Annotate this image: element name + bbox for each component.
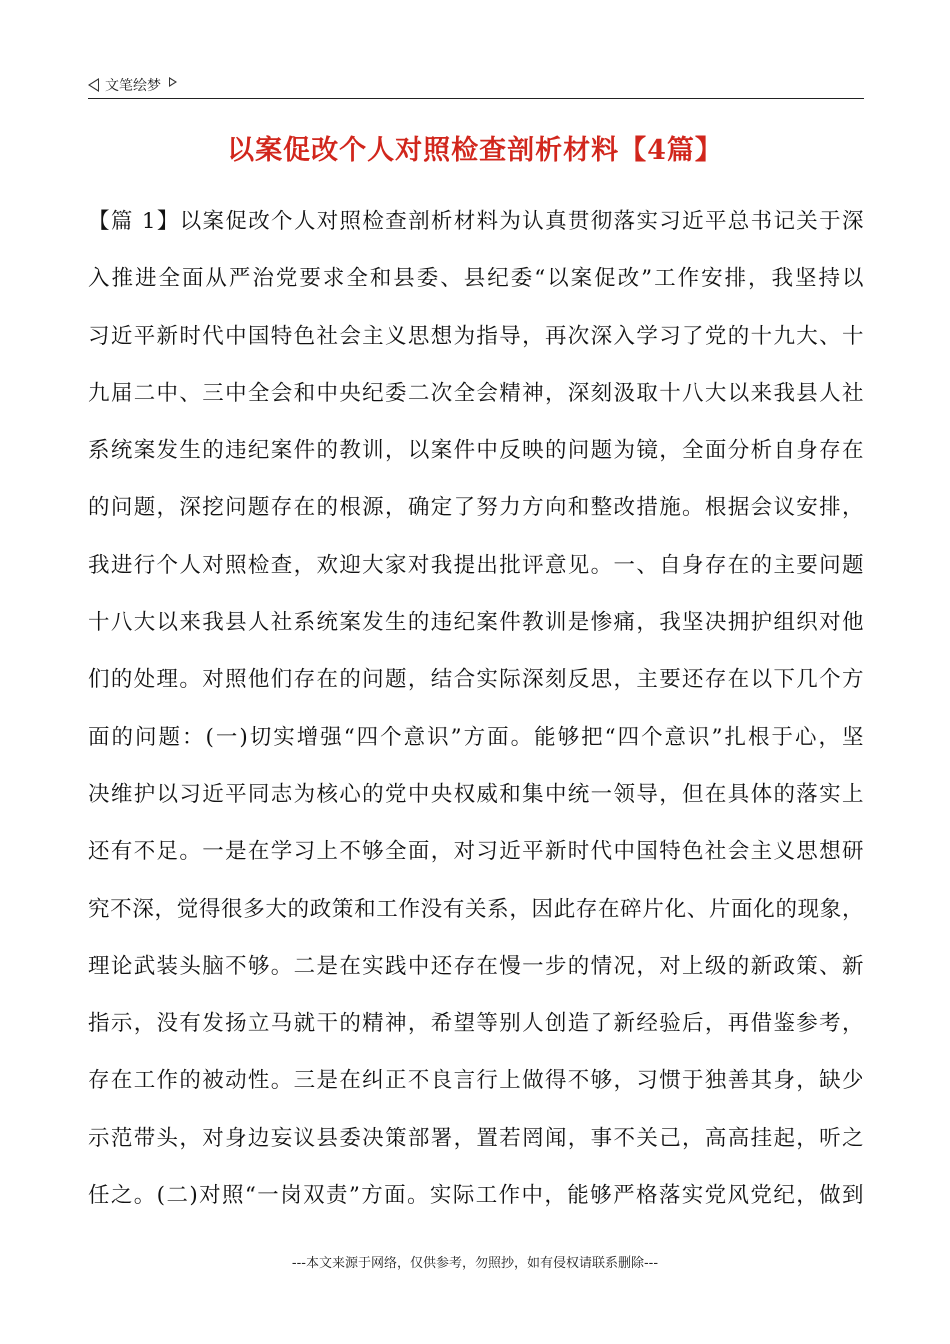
body-line: 九届二中、三中全会和中央纪委二次全会精神，深刻汲取十八大以来我县人社 bbox=[88, 380, 864, 406]
body-line: 决维护以习近平同志为核心的党中央权威和集中统一领导，但在具体的落实上 bbox=[88, 781, 864, 807]
body-line: 还有不足。一是在学习上不够全面，对习近平新时代中国特色社会主义思想研 bbox=[88, 839, 864, 865]
body-line: 习近平新时代中国特色社会主义思想为指导，再次深入学习了党的十九大、十 bbox=[88, 323, 864, 349]
page-header bbox=[88, 72, 864, 98]
body-line: 十八大以来我县人社系统案发生的违纪案件教训是惨痛，我坚决拥护组织对他 bbox=[88, 610, 864, 636]
triangle-right-icon bbox=[169, 77, 177, 87]
document-title: 以案促改个人对照检查剖析材料【4篇】 bbox=[227, 135, 723, 166]
body-line: 系统案发生的违纪案件的教训，以案件中反映的问题为镜，全面分析自身存在 bbox=[88, 438, 864, 464]
body-line: 面的问题：(一)切实增强“四个意识”方面。能够把“四个意识”扎根于心，坚 bbox=[88, 724, 864, 750]
triangle-left-icon bbox=[88, 78, 99, 92]
body-line: 任之。(二)对照“一岗双责”方面。实际工作中，能够严格落实党风党纪，做到 bbox=[88, 1183, 864, 1209]
body-line: 理论武装头脑不够。二是在实践中还存在慢一步的情况，对上级的新政策、新 bbox=[88, 953, 864, 979]
body-line: 存在工作的被动性。三是在纠正不良言行上做得不够，习惯于独善其身，缺少 bbox=[88, 1068, 864, 1094]
document-body bbox=[88, 200, 864, 1231]
header-divider bbox=[88, 98, 864, 99]
header-brand: 文笔绘梦 bbox=[105, 78, 161, 94]
body-line: 【篇 1】以案促改个人对照检查剖析材料为认真贯彻落实习近平总书记关于深 bbox=[88, 209, 864, 234]
body-line: 的问题，深挖问题存在的根源，确定了努力方向和整改措施。根据会议安排， bbox=[88, 495, 864, 521]
footer-notice: ---本文来源于网络，仅供参考，勿照抄，如有侵权请联系删除--- bbox=[291, 1256, 659, 1271]
body-line: 究不深，觉得很多大的政策和工作没有关系，因此存在碎片化、片面化的现象， bbox=[88, 896, 864, 922]
body-line: 指示，没有发扬立马就干的精神，希望等别人创造了新经验后，再借鉴参考， bbox=[88, 1011, 864, 1037]
body-line: 入推进全面从严治党要求全和县委、县纪委“以案促改”工作安排，我坚持以 bbox=[88, 266, 864, 292]
body-line: 们的处理。对照他们存在的问题，结合实际深刻反思，主要还存在以下几个方 bbox=[88, 667, 864, 693]
body-line: 示范带头，对身边妄议县委决策部署，置若罔闻，事不关己，高高挂起，听之 bbox=[88, 1125, 864, 1151]
body-line: 我进行个人对照检查，欢迎大家对我提出批评意见。一、自身存在的主要问题 bbox=[88, 552, 864, 578]
